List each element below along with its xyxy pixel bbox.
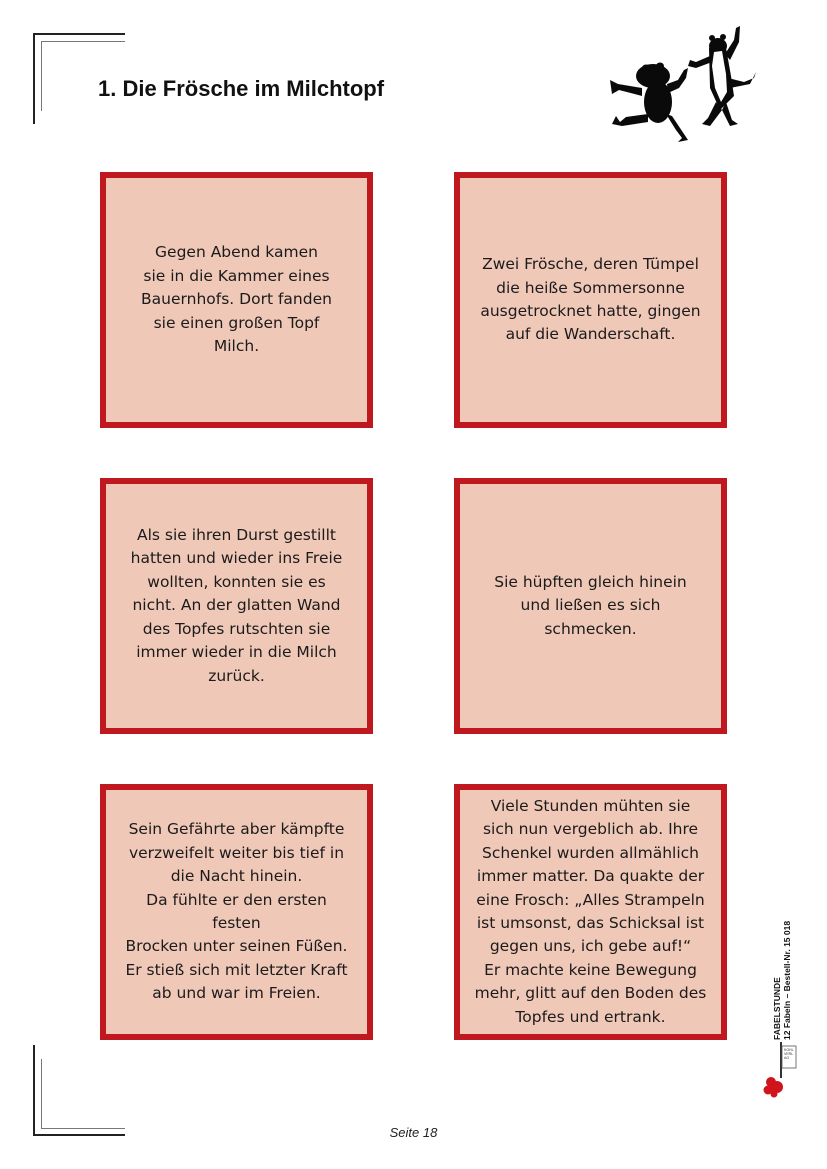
frog-silhouettes-icon bbox=[606, 18, 758, 146]
sidebar-publisher-info bbox=[772, 845, 792, 1040]
card-text: Sein Gefährte aber kämpfte verzweifelt weiter bis tief in die Nacht hinein. Da fühlte er den ersten festen Brocken unter seinen Füßen. Er stieß sich mit letzter Kraft ab und war im Freien. bbox=[125, 820, 348, 1003]
card-text: Gegen Abend kamen sie in die Kammer eines Bauernhofs. Dort fanden sie einen großen Topf Milch. bbox=[141, 243, 332, 356]
page-number: Seite 18 bbox=[389, 1125, 438, 1140]
story-card-2 bbox=[454, 172, 727, 428]
story-card-6 bbox=[454, 784, 727, 1040]
story-card-1 bbox=[100, 172, 373, 428]
card-text: Viele Stunden mühten sie sich nun vergeblich ab. Ihre Schenkel wurden allmählich immer matter. Da quakte der eine Frosch: „Alles Strampeln ist umsonst, das Schicksal ist gegen uns, ich gebe auf!“ Er machte keine Bewegung mehr, glitt auf den Boden des Topfes und ertrank. bbox=[474, 796, 707, 1026]
card-text: Zwei Frösche, deren Tümpel die heiße Sommersonne ausgetrocknet hatte, gingen auf die Wanderschaft. bbox=[480, 255, 701, 344]
story-card-4 bbox=[454, 478, 727, 734]
page-title: 1. Die Frösche im Milchtopf bbox=[98, 76, 385, 101]
sidebar-series-title: FABELSTUNDE bbox=[772, 977, 782, 1040]
kohl-verlag-logo-icon bbox=[762, 1040, 798, 1098]
story-card-3 bbox=[100, 478, 373, 734]
card-text: Sie hüpften gleich hinein und ließen es sich schmecken. bbox=[494, 572, 687, 638]
card-text: Als sie ihren Durst gestillt hatten und wieder ins Freie wollten, konnten sie es nicht. An der glatten Wand des Topfes rutschten sie immer wieder in die Milch zurück. bbox=[130, 526, 343, 685]
sidebar-order-number: 12 Fabeln – Bestell-Nr. 15 018 bbox=[782, 920, 792, 1040]
story-card-5 bbox=[100, 784, 373, 1040]
corner-bottom-left bbox=[33, 1045, 128, 1137]
logo-text: KOHL VERLAG bbox=[784, 1048, 794, 1060]
